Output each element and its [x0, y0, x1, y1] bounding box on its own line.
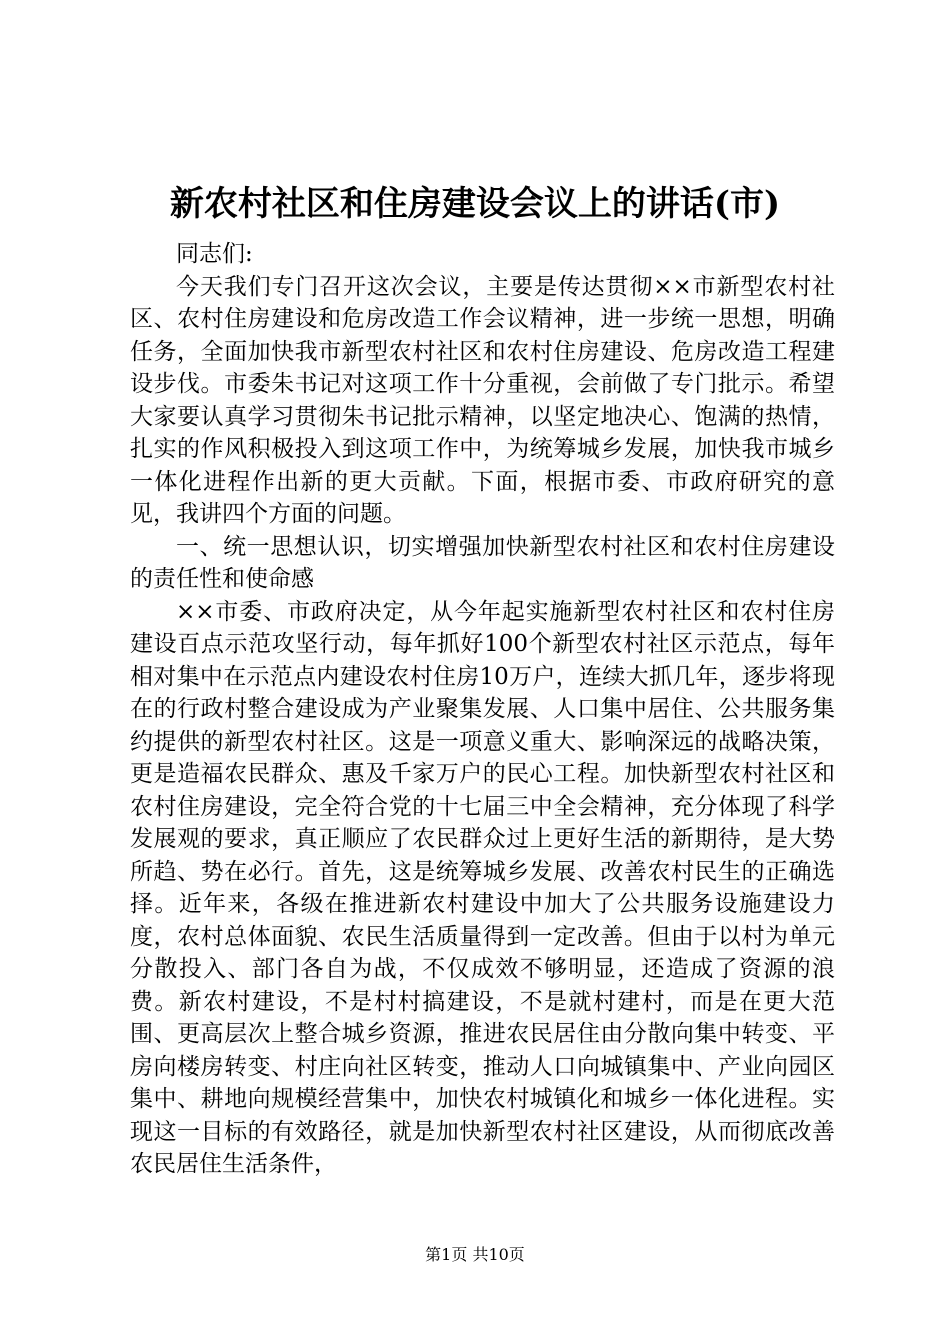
- paragraph-intro: 今天我们专门召开这次会议，主要是传达贯彻××市新型农村社区、农村住房建设和危房改造工作会议精神，进一步统一思想，明确任务，全面加快我市新型农村社区和农村住房建设、危房改造工程建设步伐。市委朱书记对这项工作十分重视，会前做了专门批示。希望大家要认真学习贯彻朱书记批示精神，以坚定地决心、饱满的热情，扎实的作风积极投入到这项工作中，为统筹城乡发展，加快我市城乡一体化进程作出新的更大贡献。下面，根据市委、市政府研究的意见，我讲四个方面的问题。: [130, 273, 835, 527]
- paragraph-section-1: ××市委、市政府决定，从今年起实施新型农村社区和农村住房建设百点示范攻坚行动，每年抓好100个新型农村社区示范点，每年相对集中在示范点内建设农村住房10万户，连续大抓几年，逐步将现在的行政村整合建设成为产业聚集发展、人口集中居住、公共服务集约提供的新型农村社区。这是一项意义重大、影响深远的战略决策，更是造福农民群众、惠及千家万户的民心工程。加快新型农村社区和农村住房建设，完全符合党的十七届三中全会精神，充分体现了科学发展观的要求，真正顺应了农民群众过上更好生活的新期待，是大势所趋、势在必行。首先，这是统筹城乡发展、改善农村民生的正确选择。近年来，各级在推进新农村建设中加大了公共服务设施建设力度，农村总体面貌、农民生活质量得到一定改善。但由于以村为单元分散投入、部门各自为战，不仅成效不够明显，还造成了资源的浪费。新农村建设，不是村村搞建设，不是就村建村，而是在更大范围、更高层次上整合城乡资源，推进农民居住由分散向集中转变、平房向楼房转变、村庄向社区转变，推动人口向城镇集中、产业向园区集中、耕地向规模经营集中，加快农村城镇化和城乡一体化进程。实现这一目标的有效路径，就是加快新型农村社区建设，从而彻底改善农民居住生活条件，: [130, 598, 835, 1177]
- section-heading-1: 一、统一思想认识，切实增强加快新型农村社区和农村住房建设的责任性和使命感: [130, 533, 835, 592]
- document-title: 新农村社区和住房建设会议上的讲话(市): [169, 184, 781, 224]
- document-body: [130, 238, 835, 1181]
- salutation: 同志们:: [176, 241, 253, 267]
- page-footer: 第1页 共10页: [425, 1245, 525, 1264]
